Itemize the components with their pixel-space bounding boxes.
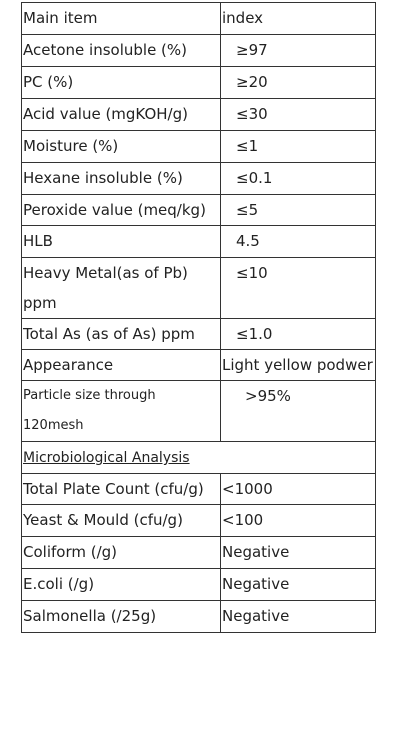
row-value: Light yellow podwer [221,350,376,381]
row-value: 4.5 [221,226,376,258]
header-main-item: Main item [22,3,221,35]
micro-row-item: E.coli (/g) [22,569,221,601]
row-value: ≥20 [221,67,376,99]
row-item: Peroxide value (meq/kg) [22,195,221,226]
table-row [22,569,376,601]
micro-row-item: Coliform (/g) [22,537,221,569]
table-row [22,601,376,633]
table-row [22,381,376,442]
table-row [22,350,376,381]
table-row [22,537,376,569]
row-item: Total As (as of As) ppm [22,319,221,350]
row-value: ≤1.0 [221,319,376,350]
row-item: Acetone insoluble (%) [22,35,221,67]
micro-row-item: Total Plate Count (cfu/g) [22,474,221,505]
row-value: ≤30 [221,99,376,131]
row-value: ≤5 [221,195,376,226]
row-item: HLB [22,226,221,258]
row-value: ≤0.1 [221,163,376,195]
row-value: ≤1 [221,131,376,163]
row-item: Particle size through 120mesh [22,381,221,442]
row-value: >95% [221,381,376,442]
section-row [22,442,376,474]
table-row [22,474,376,505]
row-item: Moisture (%) [22,131,221,163]
row-value: ≥97 [221,35,376,67]
micro-row-item: Yeast & Mould (cfu/g) [22,505,221,537]
table-row [22,35,376,67]
table-row [22,226,376,258]
table-row [22,258,376,319]
header-index: index [221,3,376,35]
table-header-row [22,3,376,35]
table-row [22,99,376,131]
micro-row-value: Negative [221,601,376,633]
row-item: Hexane insoluble (%) [22,163,221,195]
table-row [22,195,376,226]
row-item: Appearance [22,350,221,381]
row-item: Heavy Metal(as of Pb) ppm [22,258,221,319]
table-row [22,505,376,537]
table-row [22,131,376,163]
table-row [22,67,376,99]
table-row [22,163,376,195]
table-row [22,319,376,350]
row-item: PC (%) [22,67,221,99]
section-title: Microbiological Analysis [23,450,190,466]
row-item: Acid value (mgKOH/g) [22,99,221,131]
micro-row-value: <100 [221,505,376,537]
micro-row-value: <1000 [221,474,376,505]
micro-row-value: Negative [221,569,376,601]
specification-table [21,2,376,633]
row-value: ≤10 [221,258,376,319]
micro-row-value: Negative [221,537,376,569]
micro-row-item: Salmonella (/25g) [22,601,221,633]
